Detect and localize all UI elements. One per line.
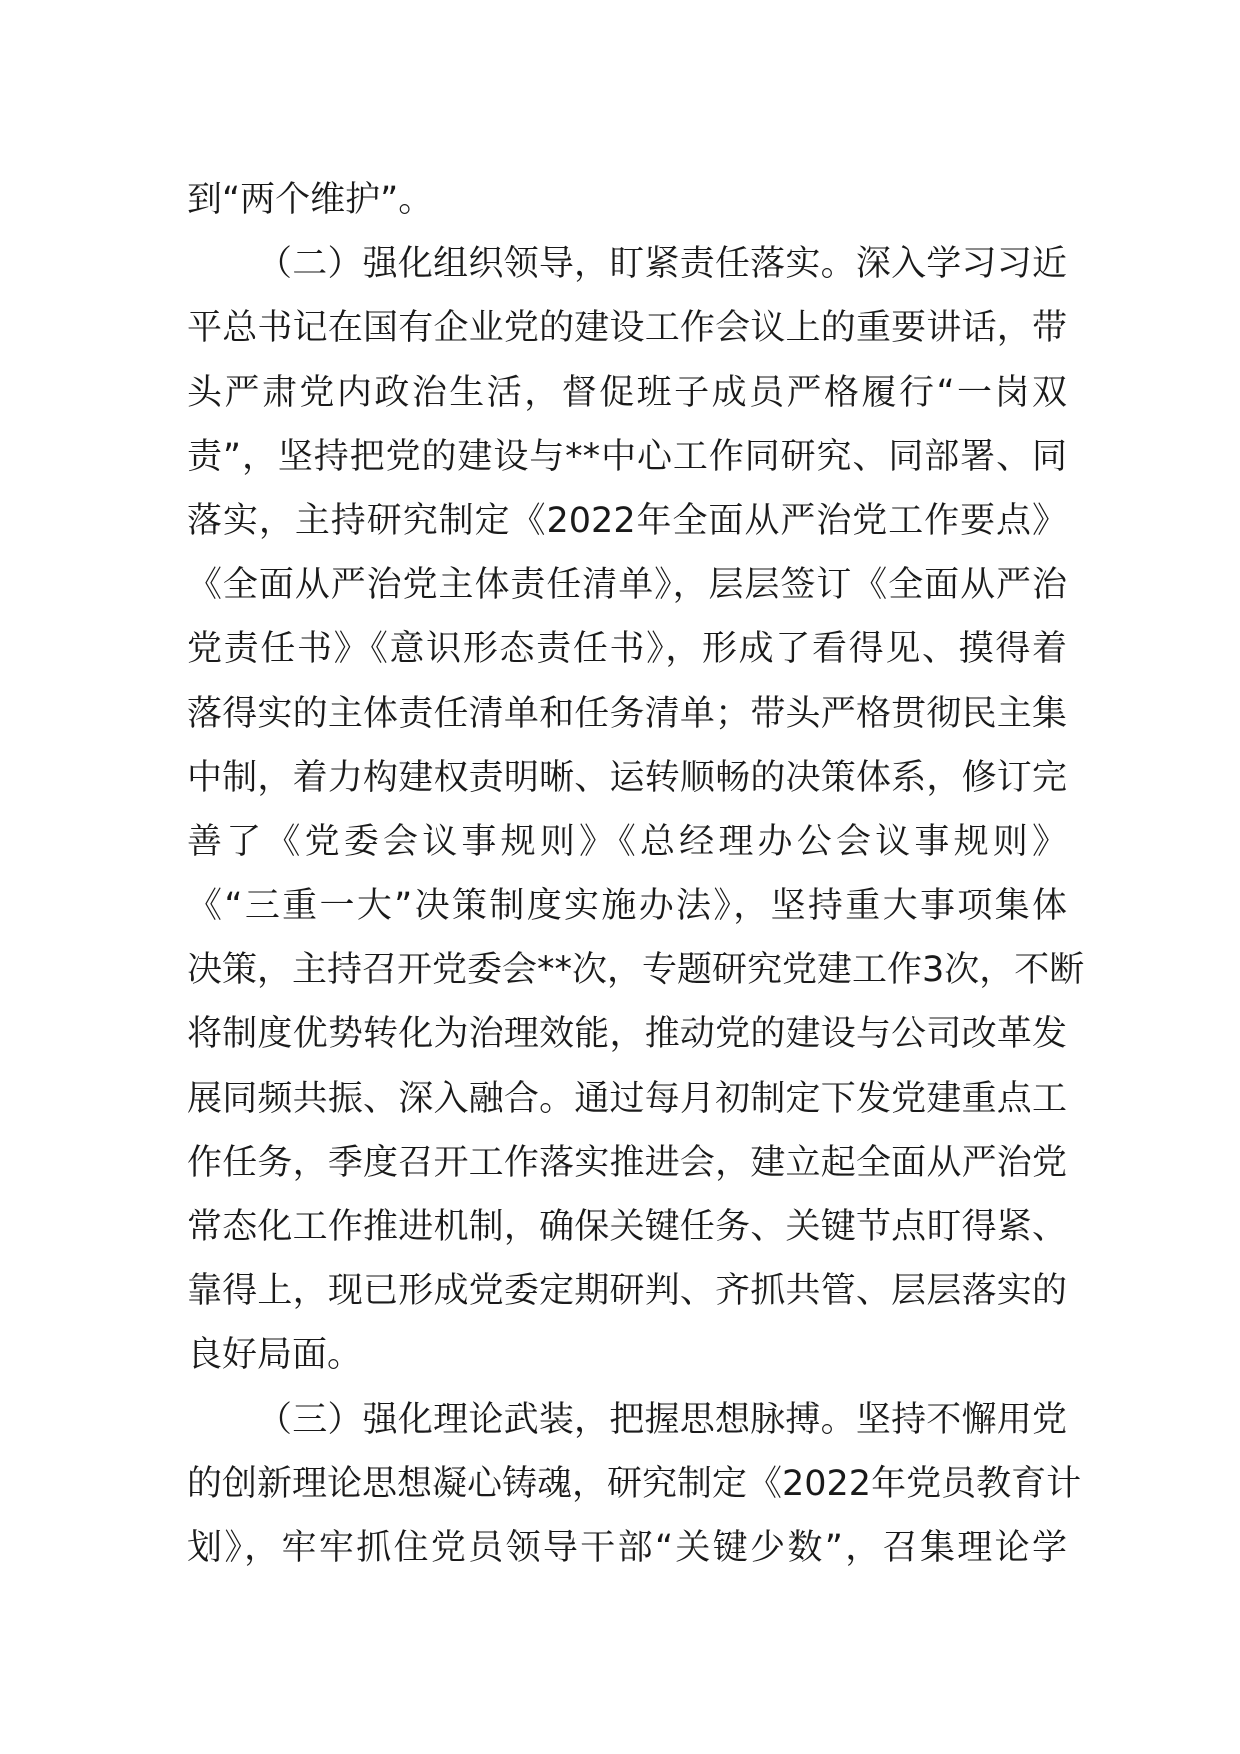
text-line: 到“两个维护”。 <box>187 180 434 220</box>
body-text <box>187 168 1085 1580</box>
text-line: 划》，牢牢抓住党员领导干部“关键少数”，召集理论学 <box>187 1527 1067 1568</box>
section-heading-line: （二）强化组织领导，盯紧责任落实。深入学习习近 <box>257 244 1067 285</box>
section-heading-line: （三）强化理论武装，把握思想脉搏。坚持不懈用党 <box>257 1399 1067 1440</box>
text-line: 展同频共振、深入融合。通过每月初制定下发党建重点工 <box>187 1078 1067 1119</box>
text-line: 中制，着力构建权责明晰、运转顺畅的决策体系，修订完 <box>187 757 1067 798</box>
text-line: 党责任书》《意识形态责任书》，形成了看得见、摸得着 <box>187 629 1067 670</box>
text-line: 将制度优势转化为治理效能，推动党的建设与公司改革发 <box>187 1014 1067 1055</box>
text-line: 头严肃党内政治生活，督促班子成员严格履行“一岗双 <box>187 372 1067 413</box>
text-line: 决策，主持召开党委会**次，专题研究党建工作3次，不断 <box>187 950 1085 991</box>
text-line: 《全面从严治党主体责任清单》，层层签订《全面从严治 <box>187 565 1067 606</box>
text-line: 《“三重一大”决策制度实施办法》，坚持重大事项集体 <box>187 886 1067 927</box>
text-line: 良好局面。 <box>187 1335 363 1376</box>
text-line: 责”，坚持把党的建设与**中心工作同研究、同部署、同 <box>187 436 1067 477</box>
text-line: 善了《党委会议事规则》《总经理办公会议事规则》 <box>187 821 1067 862</box>
text-line: 落实，主持研究制定《2022年全面从严治党工作要点》 <box>187 500 1067 541</box>
text-line: 落得实的主体责任清单和任务清单；带头严格贯彻民主集 <box>187 693 1067 734</box>
text-line: 平总书记在国有企业党的建设工作会议上的重要讲话，带 <box>187 308 1067 349</box>
text-line: 常态化工作推进机制，确保关键任务、关键节点盯得紧、 <box>187 1207 1067 1247</box>
text-line: 靠得上，现已形成党委定期研判、齐抓共管、层层落实的 <box>187 1271 1067 1312</box>
text-line: 作任务，季度召开工作落实推进会，建立起全面从严治党 <box>187 1142 1067 1183</box>
text-line: 的创新理论思想凝心铸魂，研究制定《2022年党员教育计 <box>187 1463 1082 1504</box>
